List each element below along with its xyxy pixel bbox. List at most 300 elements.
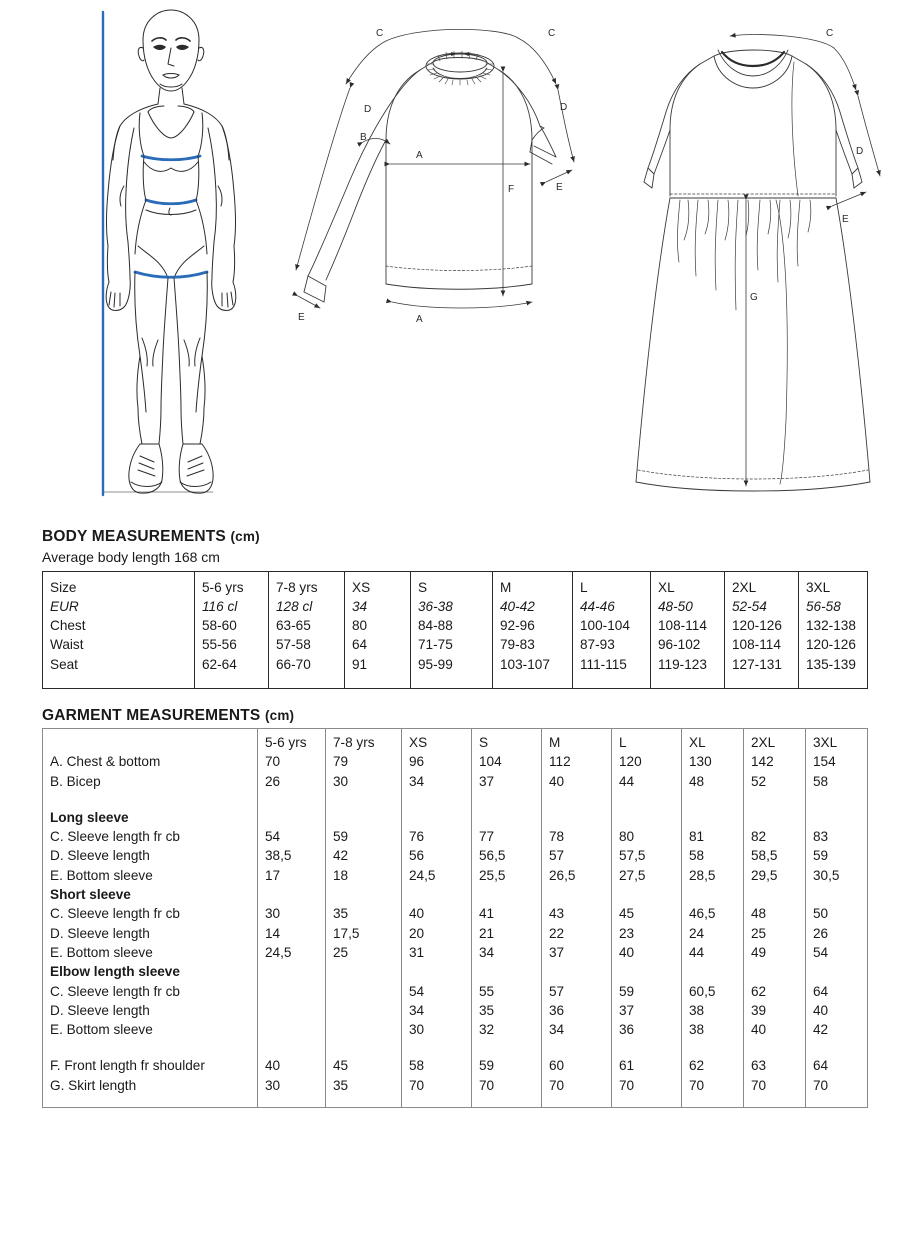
pad-cell bbox=[651, 674, 725, 689]
table-cell bbox=[806, 791, 868, 808]
table-cell: 56,5 bbox=[472, 846, 542, 865]
column-header: XL bbox=[651, 578, 725, 597]
table-cell: 22 bbox=[542, 924, 612, 943]
group-heading-label: Elbow length sleeve bbox=[50, 964, 180, 980]
pad-cell bbox=[258, 1095, 326, 1107]
table-cell: 35 bbox=[326, 904, 402, 923]
table-cell: 34 bbox=[402, 772, 472, 791]
table-cell bbox=[744, 962, 806, 981]
table-cell: 18 bbox=[326, 866, 402, 885]
table-cell: 48-50 bbox=[651, 597, 725, 616]
table-row bbox=[43, 924, 868, 943]
row-label: E. Bottom sleeve bbox=[50, 1022, 153, 1038]
table-row bbox=[43, 904, 868, 923]
pad-cell bbox=[725, 674, 799, 689]
table-cell: 26 bbox=[806, 924, 868, 943]
column-header: XL bbox=[682, 733, 744, 752]
table-cell: 25 bbox=[744, 924, 806, 943]
column-header: 2XL bbox=[744, 733, 806, 752]
table-cell: 28,5 bbox=[682, 866, 744, 885]
table-cell: 57,5 bbox=[612, 846, 682, 865]
table-row bbox=[43, 943, 868, 962]
row-label: F. Front length fr shoulder bbox=[50, 1058, 205, 1074]
table-cell bbox=[612, 885, 682, 904]
table-cell: 25 bbox=[326, 943, 402, 962]
table-cell: 103-107 bbox=[493, 655, 573, 674]
pad-cell bbox=[195, 674, 269, 689]
table-cell: 38,5 bbox=[258, 846, 326, 865]
table-cell: 40-42 bbox=[493, 597, 573, 616]
pad-cell bbox=[744, 1095, 806, 1107]
table-cell: 95-99 bbox=[411, 655, 493, 674]
table-cell: 40 bbox=[744, 1020, 806, 1039]
table-cell: 34 bbox=[472, 943, 542, 962]
table-pad-row bbox=[43, 1095, 868, 1107]
pad-cell bbox=[269, 674, 345, 689]
pad-cell bbox=[799, 674, 868, 689]
table-cell: 83 bbox=[806, 827, 868, 846]
table-row bbox=[43, 597, 868, 616]
table-cell: 54 bbox=[258, 827, 326, 846]
row-label: E. Bottom sleeve bbox=[50, 867, 153, 883]
table-cell bbox=[258, 962, 326, 981]
table-group-heading-row bbox=[43, 885, 868, 904]
label-C-left: C bbox=[376, 28, 384, 39]
table-cell: 119-123 bbox=[651, 655, 725, 674]
table-cell: 130 bbox=[682, 752, 744, 771]
table-cell: 44 bbox=[612, 772, 682, 791]
column-header: S bbox=[411, 578, 493, 597]
table-cell bbox=[612, 1039, 682, 1056]
table-cell bbox=[326, 982, 402, 1001]
table-cell: 34 bbox=[345, 597, 411, 616]
table-row bbox=[43, 616, 868, 635]
table-cell: 43 bbox=[542, 904, 612, 923]
table-cell: 20 bbox=[402, 924, 472, 943]
table-group-heading-row bbox=[43, 962, 868, 981]
table-cell bbox=[258, 1020, 326, 1039]
table-cell: 132-138 bbox=[799, 616, 868, 635]
table-cell: 57 bbox=[542, 846, 612, 865]
table-cell: 116 cl bbox=[195, 597, 269, 616]
table-cell: 135-139 bbox=[799, 655, 868, 674]
table-cell: 66-70 bbox=[269, 655, 345, 674]
table-cell: 78 bbox=[542, 827, 612, 846]
table-cell: 50 bbox=[806, 904, 868, 923]
body-figure-illustration bbox=[78, 0, 288, 528]
table-cell: 70 bbox=[258, 752, 326, 771]
table-cell: 21 bbox=[472, 924, 542, 943]
table-cell bbox=[326, 962, 402, 981]
table-cell bbox=[682, 962, 744, 981]
table-cell bbox=[258, 982, 326, 1001]
table-cell: 40 bbox=[402, 904, 472, 923]
table-cell: 24,5 bbox=[402, 866, 472, 885]
table-cell: 17,5 bbox=[326, 924, 402, 943]
table-cell bbox=[542, 808, 612, 827]
table-cell: 30,5 bbox=[806, 866, 868, 885]
row-label: D. Sleeve length bbox=[50, 1002, 150, 1018]
table-cell bbox=[472, 808, 542, 827]
row-label: Chest bbox=[50, 618, 86, 634]
row-label: D. Sleeve length bbox=[50, 848, 150, 864]
table-cell: 36 bbox=[542, 1001, 612, 1020]
table-cell: 30 bbox=[326, 772, 402, 791]
table-row bbox=[43, 655, 868, 674]
row-label: D. Sleeve length bbox=[50, 925, 150, 941]
table-cell: 52 bbox=[744, 772, 806, 791]
table-cell bbox=[326, 791, 402, 808]
column-header: 3XL bbox=[806, 733, 868, 752]
label-E-right: E bbox=[556, 182, 563, 193]
garment-measurements-unit: (cm) bbox=[264, 708, 295, 724]
table-spacer-row bbox=[43, 791, 868, 808]
column-header: S bbox=[472, 733, 542, 752]
table-cell: 80 bbox=[345, 616, 411, 635]
label-D-left: D bbox=[364, 104, 372, 115]
table-row bbox=[43, 772, 868, 791]
table-cell bbox=[682, 1039, 744, 1056]
table-row bbox=[43, 982, 868, 1001]
table-cell: 42 bbox=[326, 846, 402, 865]
column-header-size: Size bbox=[50, 579, 77, 595]
table-cell: 62 bbox=[744, 982, 806, 1001]
pad-cell bbox=[493, 674, 573, 689]
table-cell bbox=[744, 791, 806, 808]
column-header: M bbox=[542, 733, 612, 752]
table-cell bbox=[326, 1001, 402, 1020]
table-cell: 26,5 bbox=[542, 866, 612, 885]
table-cell: 58 bbox=[806, 772, 868, 791]
table-cell: 81 bbox=[682, 827, 744, 846]
body-measurements-table-wrap bbox=[42, 571, 868, 689]
pad-cell bbox=[345, 674, 411, 689]
label-B: B bbox=[360, 132, 367, 143]
table-cell bbox=[326, 1020, 402, 1039]
table-cell: 64 bbox=[806, 982, 868, 1001]
table-cell: 64 bbox=[345, 635, 411, 654]
table-cell: 37 bbox=[472, 772, 542, 791]
table-row bbox=[43, 1020, 868, 1039]
pad-cell bbox=[43, 1095, 258, 1107]
table-cell bbox=[806, 885, 868, 904]
body-measurements-title-text: BODY MEASUREMENTS bbox=[42, 528, 226, 545]
table-cell: 60,5 bbox=[682, 982, 744, 1001]
group-heading-label: Short sleeve bbox=[50, 887, 131, 903]
row-label: C. Sleeve length fr cb bbox=[50, 829, 180, 845]
table-cell: 104 bbox=[472, 752, 542, 771]
table-cell: 142 bbox=[744, 752, 806, 771]
table-cell: 38 bbox=[682, 1001, 744, 1020]
table-cell: 64 bbox=[806, 1056, 868, 1075]
table-cell bbox=[402, 962, 472, 981]
table-cell: 59 bbox=[472, 1056, 542, 1075]
row-label bbox=[43, 1039, 258, 1056]
table-spacer-row bbox=[43, 1039, 868, 1056]
table-cell bbox=[326, 808, 402, 827]
column-header: 2XL bbox=[725, 578, 799, 597]
table-cell: 23 bbox=[612, 924, 682, 943]
table-cell: 56-58 bbox=[799, 597, 868, 616]
pad-cell bbox=[43, 674, 195, 689]
table-cell bbox=[682, 808, 744, 827]
table-cell: 70 bbox=[612, 1076, 682, 1095]
table-cell: 63 bbox=[744, 1056, 806, 1075]
table-cell: 31 bbox=[402, 943, 472, 962]
table-cell: 34 bbox=[402, 1001, 472, 1020]
table-row bbox=[43, 866, 868, 885]
table-row bbox=[43, 1076, 868, 1095]
table-cell: 36-38 bbox=[411, 597, 493, 616]
column-header: 3XL bbox=[799, 578, 868, 597]
chest-measure-line bbox=[142, 156, 200, 160]
column-header: 7-8 yrs bbox=[269, 578, 345, 597]
pad-cell bbox=[472, 1095, 542, 1107]
pad-cell bbox=[682, 1095, 744, 1107]
table-cell: 55-56 bbox=[195, 635, 269, 654]
table-cell: 91 bbox=[345, 655, 411, 674]
pad-cell bbox=[402, 1095, 472, 1107]
sweater-illustration bbox=[268, 0, 623, 528]
row-label bbox=[43, 791, 258, 808]
table-cell: 82 bbox=[744, 827, 806, 846]
pad-cell bbox=[573, 674, 651, 689]
table-cell: 29,5 bbox=[744, 866, 806, 885]
table-cell: 80 bbox=[612, 827, 682, 846]
table-cell: 48 bbox=[744, 904, 806, 923]
table-cell: 58,5 bbox=[744, 846, 806, 865]
table-cell: 40 bbox=[542, 772, 612, 791]
table-cell bbox=[542, 962, 612, 981]
table-cell bbox=[472, 1039, 542, 1056]
label-A-chest: A bbox=[416, 150, 423, 161]
label-F: F bbox=[508, 184, 515, 195]
table-group-heading-row bbox=[43, 808, 868, 827]
table-cell bbox=[542, 1039, 612, 1056]
pad-cell bbox=[411, 674, 493, 689]
table-cell: 44 bbox=[682, 943, 744, 962]
garment-measurements-table-wrap bbox=[42, 728, 868, 1107]
table-cell: 127-131 bbox=[725, 655, 799, 674]
garment-measurements-title bbox=[42, 707, 910, 725]
table-cell: 120-126 bbox=[799, 635, 868, 654]
row-label: A. Chest & bottom bbox=[50, 754, 161, 770]
table-cell: 55 bbox=[472, 982, 542, 1001]
table-cell bbox=[472, 885, 542, 904]
table-cell: 57 bbox=[542, 982, 612, 1001]
table-cell: 59 bbox=[806, 846, 868, 865]
table-cell: 59 bbox=[612, 982, 682, 1001]
table-cell: 62-64 bbox=[195, 655, 269, 674]
label-A-bottom: A bbox=[416, 314, 423, 325]
pad-cell bbox=[806, 1095, 868, 1107]
table-cell bbox=[806, 1039, 868, 1056]
table-cell: 108-114 bbox=[651, 616, 725, 635]
table-cell: 56 bbox=[402, 846, 472, 865]
table-cell bbox=[258, 1039, 326, 1056]
table-cell: 40 bbox=[258, 1056, 326, 1075]
table-cell: 48 bbox=[682, 772, 744, 791]
table-cell: 37 bbox=[612, 1001, 682, 1020]
table-cell bbox=[682, 885, 744, 904]
table-cell: 42 bbox=[806, 1020, 868, 1039]
table-cell: 154 bbox=[806, 752, 868, 771]
illustration-band bbox=[0, 0, 910, 528]
label-C: C bbox=[826, 28, 834, 39]
table-cell bbox=[612, 962, 682, 981]
table-cell: 120-126 bbox=[725, 616, 799, 635]
label-E: E bbox=[842, 214, 849, 225]
table-cell bbox=[402, 885, 472, 904]
table-cell bbox=[612, 791, 682, 808]
table-cell bbox=[682, 791, 744, 808]
column-header: 7-8 yrs bbox=[326, 733, 402, 752]
row-label: Waist bbox=[50, 637, 84, 653]
table-cell bbox=[542, 791, 612, 808]
seat-measure-line bbox=[135, 272, 207, 277]
column-header: 5-6 yrs bbox=[195, 578, 269, 597]
waist-measure-line bbox=[146, 200, 196, 204]
table-cell: 70 bbox=[542, 1076, 612, 1095]
label-C-right: C bbox=[548, 28, 556, 39]
table-cell: 54 bbox=[402, 982, 472, 1001]
pad-cell bbox=[542, 1095, 612, 1107]
table-cell: 41 bbox=[472, 904, 542, 923]
pad-cell bbox=[612, 1095, 682, 1107]
table-cell bbox=[258, 1001, 326, 1020]
row-label: EUR bbox=[50, 598, 79, 614]
table-cell bbox=[542, 885, 612, 904]
table-cell: 27,5 bbox=[612, 866, 682, 885]
table-cell: 84-88 bbox=[411, 616, 493, 635]
table-cell bbox=[744, 808, 806, 827]
table-cell: 45 bbox=[326, 1056, 402, 1075]
label-D: D bbox=[856, 146, 864, 157]
label-E-left: E bbox=[298, 312, 305, 323]
table-cell: 61 bbox=[612, 1056, 682, 1075]
table-cell: 71-75 bbox=[411, 635, 493, 654]
table-cell bbox=[326, 1039, 402, 1056]
table-cell: 70 bbox=[472, 1076, 542, 1095]
table-cell: 45 bbox=[612, 904, 682, 923]
table-cell: 30 bbox=[258, 904, 326, 923]
row-label: B. Bicep bbox=[50, 773, 101, 789]
table-cell: 70 bbox=[806, 1076, 868, 1095]
row-label: C. Sleeve length fr cb bbox=[50, 983, 180, 999]
dress-illustration bbox=[618, 0, 910, 528]
column-header: XS bbox=[345, 578, 411, 597]
table-cell: 14 bbox=[258, 924, 326, 943]
table-cell: 58 bbox=[682, 846, 744, 865]
group-heading-label: Long sleeve bbox=[50, 809, 129, 825]
table-cell: 40 bbox=[612, 943, 682, 962]
table-cell: 87-93 bbox=[573, 635, 651, 654]
table-cell: 63-65 bbox=[269, 616, 345, 635]
table-cell: 52-54 bbox=[725, 597, 799, 616]
table-cell: 58 bbox=[402, 1056, 472, 1075]
table-cell: 30 bbox=[258, 1076, 326, 1095]
table-cell bbox=[402, 808, 472, 827]
table-cell: 96-102 bbox=[651, 635, 725, 654]
table-cell: 39 bbox=[744, 1001, 806, 1020]
body-measurements-title bbox=[42, 528, 910, 546]
table-cell: 24 bbox=[682, 924, 744, 943]
table-cell bbox=[472, 962, 542, 981]
table-cell: 59 bbox=[326, 827, 402, 846]
table-cell: 70 bbox=[402, 1076, 472, 1095]
table-cell: 36 bbox=[612, 1020, 682, 1039]
table-cell: 40 bbox=[806, 1001, 868, 1020]
table-cell: 26 bbox=[258, 772, 326, 791]
table-cell: 25,5 bbox=[472, 866, 542, 885]
table-cell bbox=[258, 885, 326, 904]
table-cell: 49 bbox=[744, 943, 806, 962]
column-header: M bbox=[493, 578, 573, 597]
table-cell bbox=[402, 791, 472, 808]
label-D-right: D bbox=[560, 102, 568, 113]
table-cell: 128 cl bbox=[269, 597, 345, 616]
table-row bbox=[43, 827, 868, 846]
table-pad-row bbox=[43, 674, 868, 689]
table-cell: 112 bbox=[542, 752, 612, 771]
table-cell: 120 bbox=[612, 752, 682, 771]
table-cell: 54 bbox=[806, 943, 868, 962]
table-cell: 79-83 bbox=[493, 635, 573, 654]
table-cell: 38 bbox=[682, 1020, 744, 1039]
table-cell: 35 bbox=[472, 1001, 542, 1020]
garment-measurements-title-text: GARMENT MEASUREMENTS bbox=[42, 707, 261, 725]
table-cell: 76 bbox=[402, 827, 472, 846]
table-cell: 37 bbox=[542, 943, 612, 962]
body-measurements-unit: (cm) bbox=[230, 529, 260, 544]
table-cell: 70 bbox=[744, 1076, 806, 1095]
table-cell: 35 bbox=[326, 1076, 402, 1095]
table-cell: 58-60 bbox=[195, 616, 269, 635]
table-row bbox=[43, 1001, 868, 1020]
table-cell: 96 bbox=[402, 752, 472, 771]
table-cell bbox=[612, 808, 682, 827]
table-cell: 60 bbox=[542, 1056, 612, 1075]
column-header: L bbox=[573, 578, 651, 597]
column-header: L bbox=[612, 733, 682, 752]
body-measurements-table bbox=[42, 571, 868, 689]
table-cell bbox=[258, 808, 326, 827]
column-header: XS bbox=[402, 733, 472, 752]
table-cell bbox=[258, 791, 326, 808]
table-row bbox=[43, 635, 868, 654]
table-row bbox=[43, 752, 868, 771]
table-cell: 77 bbox=[472, 827, 542, 846]
table-cell: 24,5 bbox=[258, 943, 326, 962]
table-cell: 30 bbox=[402, 1020, 472, 1039]
table-header-row bbox=[43, 578, 868, 597]
table-row bbox=[43, 846, 868, 865]
table-cell bbox=[402, 1039, 472, 1056]
table-cell: 44-46 bbox=[573, 597, 651, 616]
table-cell bbox=[744, 885, 806, 904]
table-header-row bbox=[43, 733, 868, 752]
table-row bbox=[43, 1056, 868, 1075]
table-cell: 62 bbox=[682, 1056, 744, 1075]
table-cell: 70 bbox=[682, 1076, 744, 1095]
table-cell bbox=[472, 791, 542, 808]
table-cell: 100-104 bbox=[573, 616, 651, 635]
table-cell: 32 bbox=[472, 1020, 542, 1039]
column-header-blank bbox=[43, 733, 258, 752]
body-measurements-subtitle: Average body length 168 cm bbox=[42, 549, 220, 565]
row-label: E. Bottom sleeve bbox=[50, 944, 153, 960]
table-cell: 17 bbox=[258, 866, 326, 885]
